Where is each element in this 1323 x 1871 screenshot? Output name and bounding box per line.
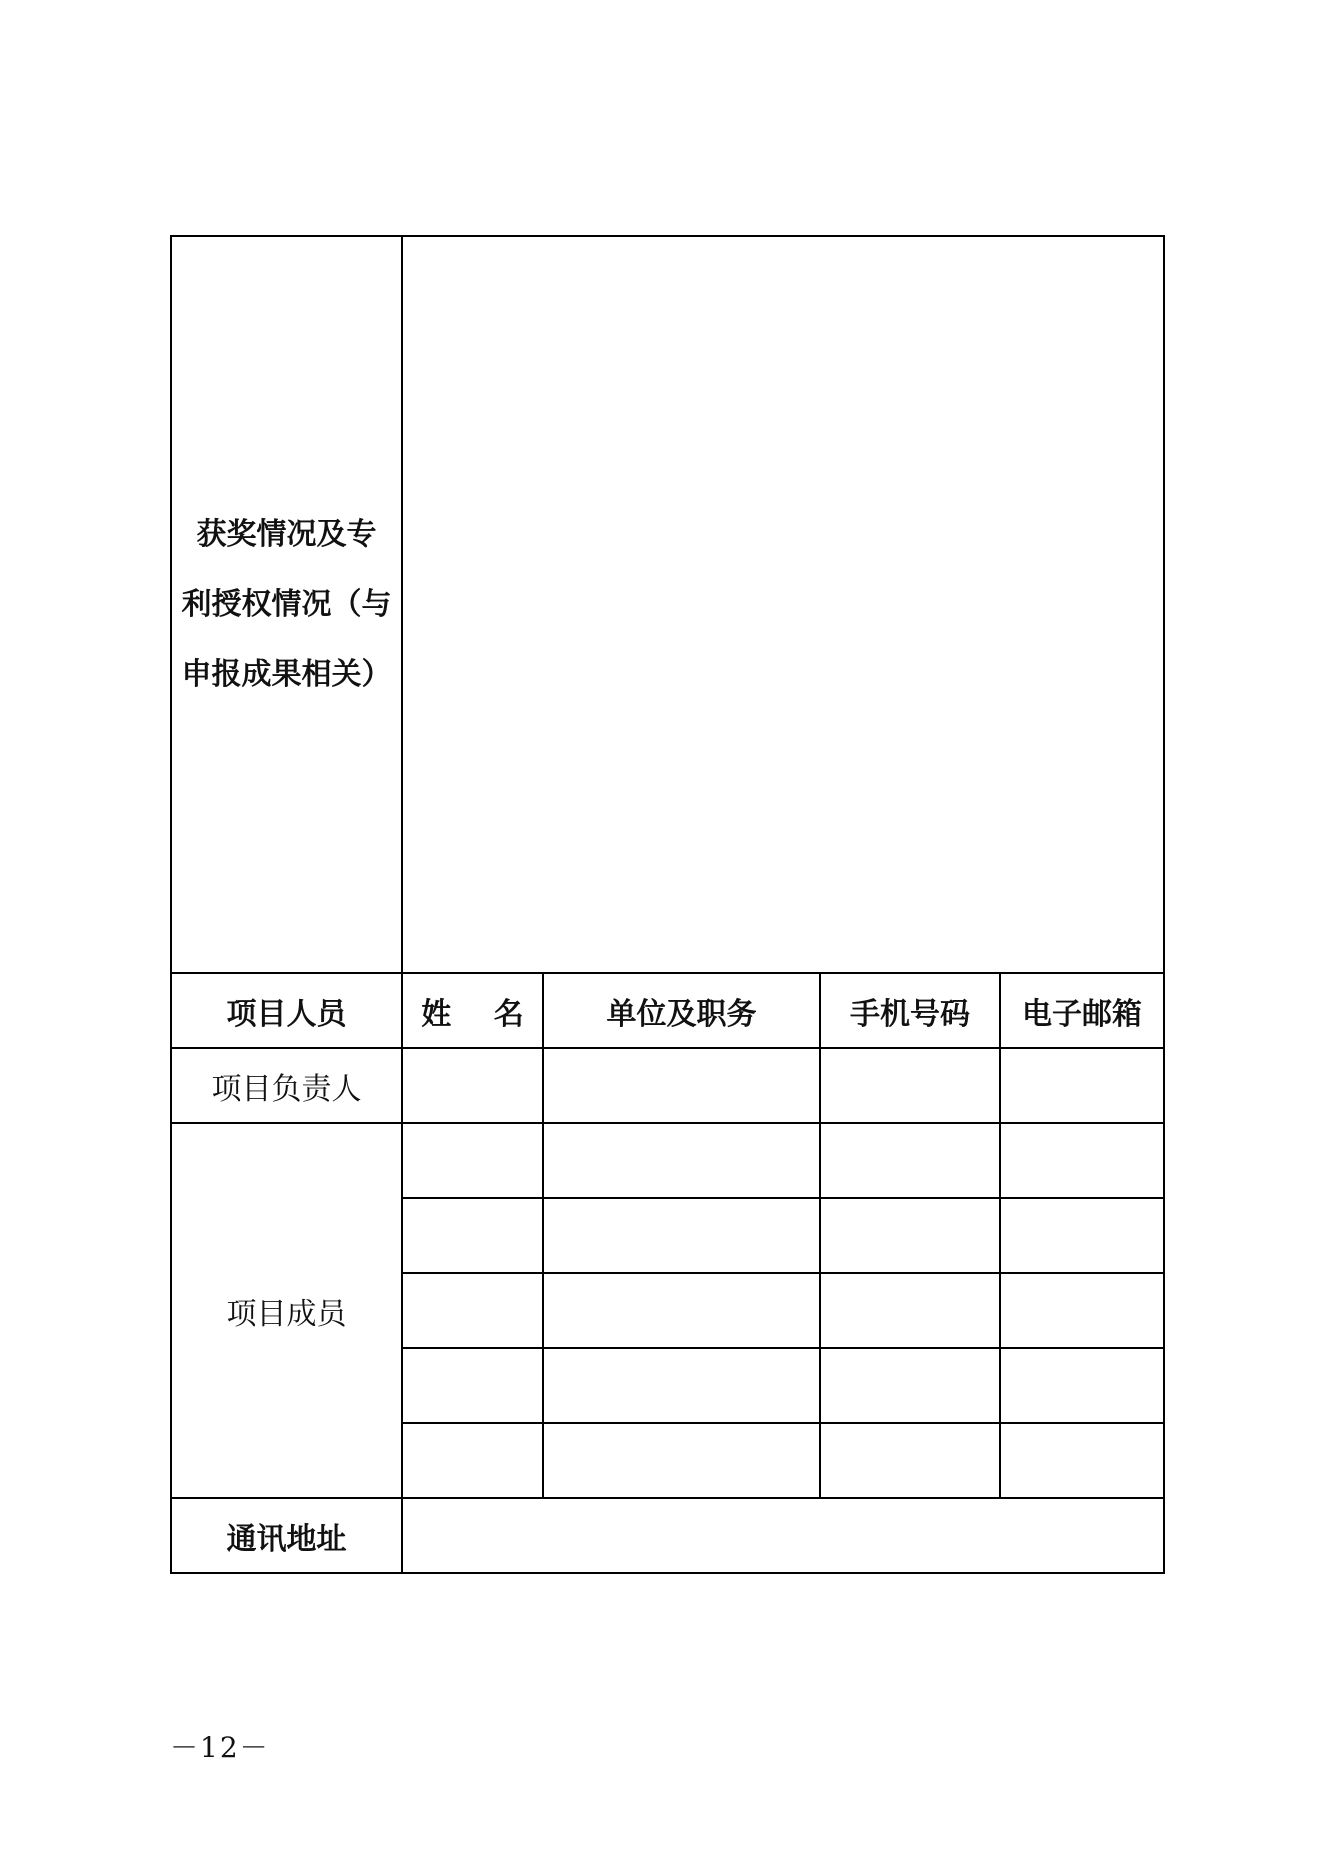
member-phone-cell[interactable]	[820, 1423, 1000, 1498]
awards-label-line-3: 申报成果相关）	[181, 656, 392, 692]
member-name-cell[interactable]	[402, 1423, 543, 1498]
member-unit-cell[interactable]	[543, 1123, 820, 1198]
header-phone: 手机号码	[820, 973, 1000, 1048]
header-email: 电子邮箱	[1000, 973, 1164, 1048]
awards-label-cell	[171, 236, 402, 973]
header-personnel: 项目人员	[171, 973, 402, 1048]
application-form-table	[170, 235, 1165, 1574]
member-phone-cell[interactable]	[820, 1348, 1000, 1423]
awards-label-line-2: 利授权情况（与	[181, 586, 392, 622]
member-row	[171, 1123, 1164, 1198]
awards-content-cell[interactable]	[402, 236, 1164, 973]
members-label: 项目成员	[171, 1123, 402, 1498]
header-name	[402, 973, 543, 1048]
address-row	[171, 1498, 1164, 1573]
leader-unit-cell[interactable]	[543, 1048, 820, 1123]
leader-name-cell[interactable]	[402, 1048, 543, 1123]
member-phone-cell[interactable]	[820, 1198, 1000, 1273]
address-label: 通讯地址	[171, 1498, 402, 1573]
member-name-cell[interactable]	[402, 1198, 543, 1273]
member-email-cell[interactable]	[1000, 1198, 1164, 1273]
member-unit-cell[interactable]	[543, 1423, 820, 1498]
awards-label-line-1: 获奖情况及专	[196, 516, 377, 552]
member-email-cell[interactable]	[1000, 1123, 1164, 1198]
header-name-text: 姓 名	[421, 996, 540, 1032]
member-name-cell[interactable]	[402, 1123, 543, 1198]
member-unit-cell[interactable]	[543, 1198, 820, 1273]
member-email-cell[interactable]	[1000, 1348, 1164, 1423]
leader-phone-cell[interactable]	[820, 1048, 1000, 1123]
personnel-header-row	[171, 973, 1164, 1048]
member-unit-cell[interactable]	[543, 1348, 820, 1423]
member-email-cell[interactable]	[1000, 1273, 1164, 1348]
leader-row	[171, 1048, 1164, 1123]
leader-label: 项目负责人	[171, 1048, 402, 1123]
leader-email-cell[interactable]	[1000, 1048, 1164, 1123]
member-name-cell[interactable]	[402, 1348, 543, 1423]
member-email-cell[interactable]	[1000, 1423, 1164, 1498]
member-unit-cell[interactable]	[543, 1273, 820, 1348]
awards-row	[171, 236, 1164, 973]
page-number: －12－	[170, 1731, 270, 1764]
member-name-cell[interactable]	[402, 1273, 543, 1348]
header-unit-position: 单位及职务	[543, 973, 820, 1048]
member-phone-cell[interactable]	[820, 1123, 1000, 1198]
member-phone-cell[interactable]	[820, 1273, 1000, 1348]
address-value-cell[interactable]	[402, 1498, 1164, 1573]
